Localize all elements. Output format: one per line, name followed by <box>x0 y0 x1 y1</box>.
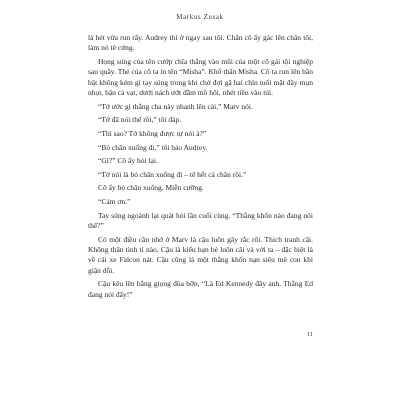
paragraph: “Cảm ơn.” <box>98 196 131 206</box>
paragraph: “Thì sao? Tớ không được tự nói à?” <box>98 129 207 138</box>
paragraph: “Tớ nói là bỏ chân xuống đi – tê hết cả chân rồi.” <box>98 169 247 179</box>
paragraph: “Gì?” Cô ấy hỏi lại. <box>98 156 158 166</box>
paragraph: Họng súng của tên cướp chĩa thẳng vào mũi của một cô gái tội nghiệp sau quầy. Thẻ của cô ta in tên “Misha”. Khổ thân Misha. Cô ta run lên bần bật không kém gì tay súng trong khi chờ đợi gã hai chín tuổi mặt đầy mụn nhọt, bận cả vạt, dưới nách ướt đẫm mồ hôi, nhét tiền vào túi. <box>88 57 313 98</box>
paragraph: Có một điều cần nhớ ở Marv là cậu luôn gây rắc rối. Thích tranh cãi. Không thân tình tí nào. Cậu là kiểu bạn bè luôn cãi và với ta – đặc biệt là về cái xe Falcon nát. Cậu cũng là một thằng khốn nạn siêu mê con khỉ giận dỗi. <box>88 234 313 275</box>
page-number: 11 <box>306 331 313 338</box>
paragraph: Cô ấy bỏ chân xuống. Miễn cưỡng. <box>98 183 204 193</box>
paragraph: “Tớ đã nói thế rồi,” tôi đáp. <box>98 115 182 125</box>
body-text <box>88 33 313 303</box>
paragraph: Cậu kêu lên bằng giọng đùa bỡn, “Là Ed Kennedy đây anh. Thằng Ed đang nói đấy!” <box>88 279 313 299</box>
paragraph: “Tớ ước gì thằng cha này nhanh lên cái,” Marv nói. <box>98 101 253 111</box>
paragraph: “Bỏ chân xuống đi,” tôi bảo Audrey. <box>98 142 208 152</box>
paragraph: Tay súng ngoảnh lại quát hỏi lần cuối cùng. “Thằng khốn nào đang nói thế?” <box>88 210 313 230</box>
paragraph: là hét vừa run rẩy. Audrey thì ở ngay sau tôi. Chân cô ấy gác lên chân tôi, làm nó tê cứng. <box>88 33 313 53</box>
running-head-author: Markus Zusak <box>176 13 224 21</box>
